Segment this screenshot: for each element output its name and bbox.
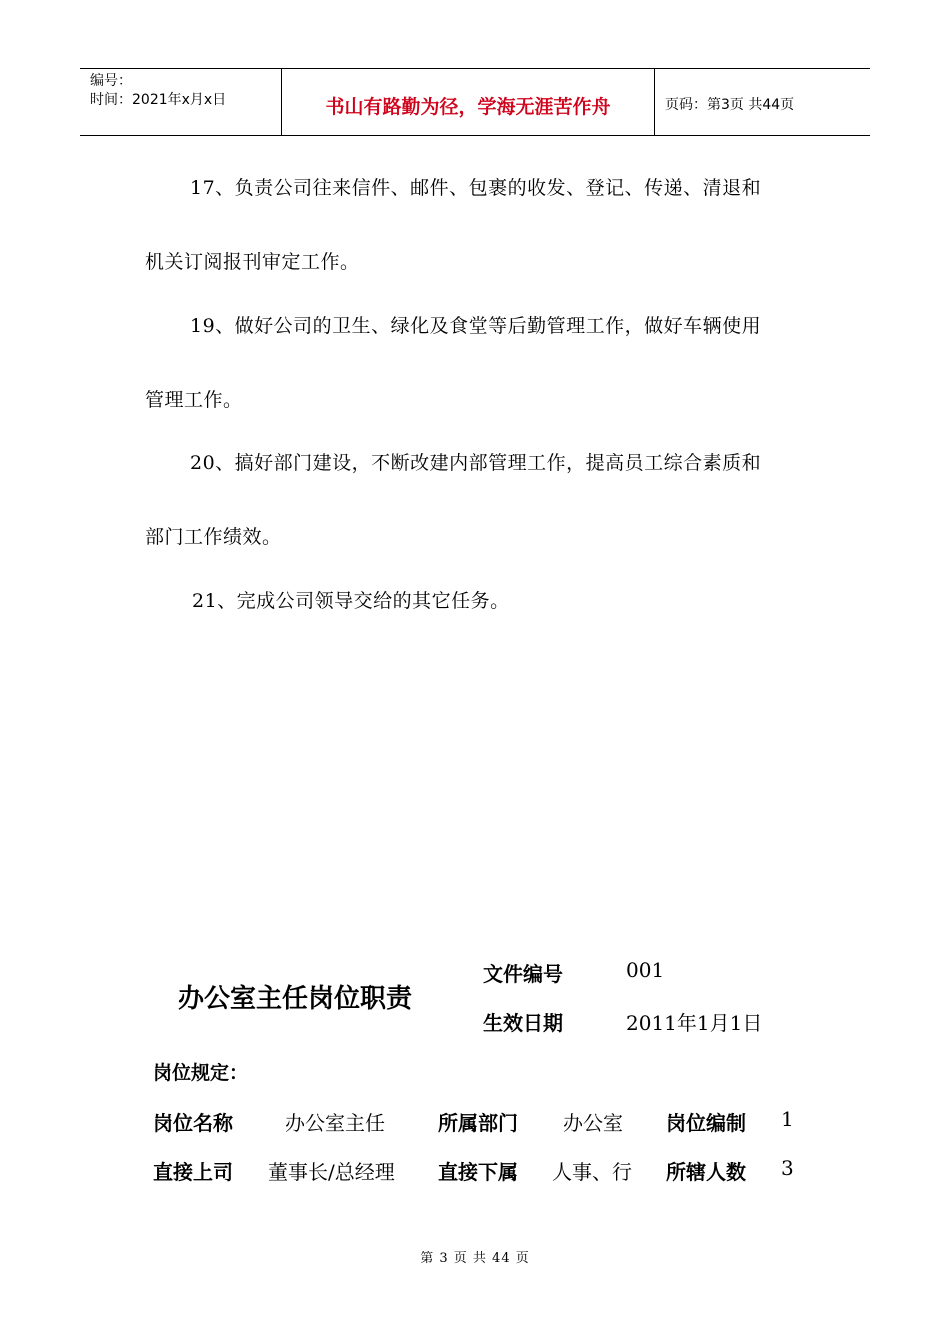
page-footer: 第 3 页 共 44 页: [420, 1251, 530, 1266]
department-value: 办公室: [563, 1111, 623, 1135]
paragraph-20-line1: 20、搞好部门建设，不断改建内部管理工作，提高员工综合素质和: [190, 452, 762, 474]
header-meta: [80, 69, 282, 135]
file-number-value: 001: [626, 958, 665, 982]
direct-subordinate-label: 直接下属: [438, 1160, 518, 1184]
direct-superior-label: 直接上司: [153, 1160, 233, 1184]
position-quota-label: 岗位编制: [666, 1111, 746, 1135]
header-time-label: 时间：2021年x月x日: [90, 92, 227, 108]
department-label: 所属部门: [438, 1111, 518, 1135]
effective-date-label: 生效日期: [483, 1011, 563, 1035]
position-name-value: 办公室主任: [285, 1111, 385, 1135]
paragraph-19-line1: 19、做好公司的卫生、绿化及食堂等后勤管理工作，做好车辆使用: [190, 315, 762, 337]
headcount-value: 3: [781, 1156, 794, 1180]
header-motto: 书山有路勤为径，学海无涯苦作舟: [282, 69, 655, 135]
headcount-label: 所辖人数: [666, 1160, 746, 1184]
direct-subordinate-value: 人事、行: [552, 1160, 632, 1184]
job-doc-title: 办公室主任岗位职责: [178, 984, 413, 1014]
paragraph-17-line1: 17、负责公司往来信件、邮件、包裹的收发、登记、传递、清退和: [190, 177, 762, 199]
paragraph-19-line2: 管理工作。: [145, 389, 243, 411]
file-number-label: 文件编号: [483, 962, 563, 986]
effective-date-value: 2011年1月1日: [626, 1011, 763, 1035]
header-number-label: 编号：: [90, 73, 132, 89]
position-name-label: 岗位名称: [153, 1111, 233, 1135]
direct-superior-value: 董事长/总经理: [268, 1160, 395, 1184]
paragraph-21: 21、完成公司领导交给的其它任务。: [192, 590, 510, 612]
position-quota-value: 1: [781, 1107, 794, 1131]
paragraph-20-line2: 部门工作绩效。: [145, 526, 282, 548]
paragraph-17-line2: 机关订阅报刊审定工作。: [145, 251, 360, 273]
spec-heading: 岗位规定：: [153, 1062, 249, 1084]
header-page-code: 页码：第3页 共44页: [665, 97, 795, 113]
page-header: [80, 68, 870, 136]
